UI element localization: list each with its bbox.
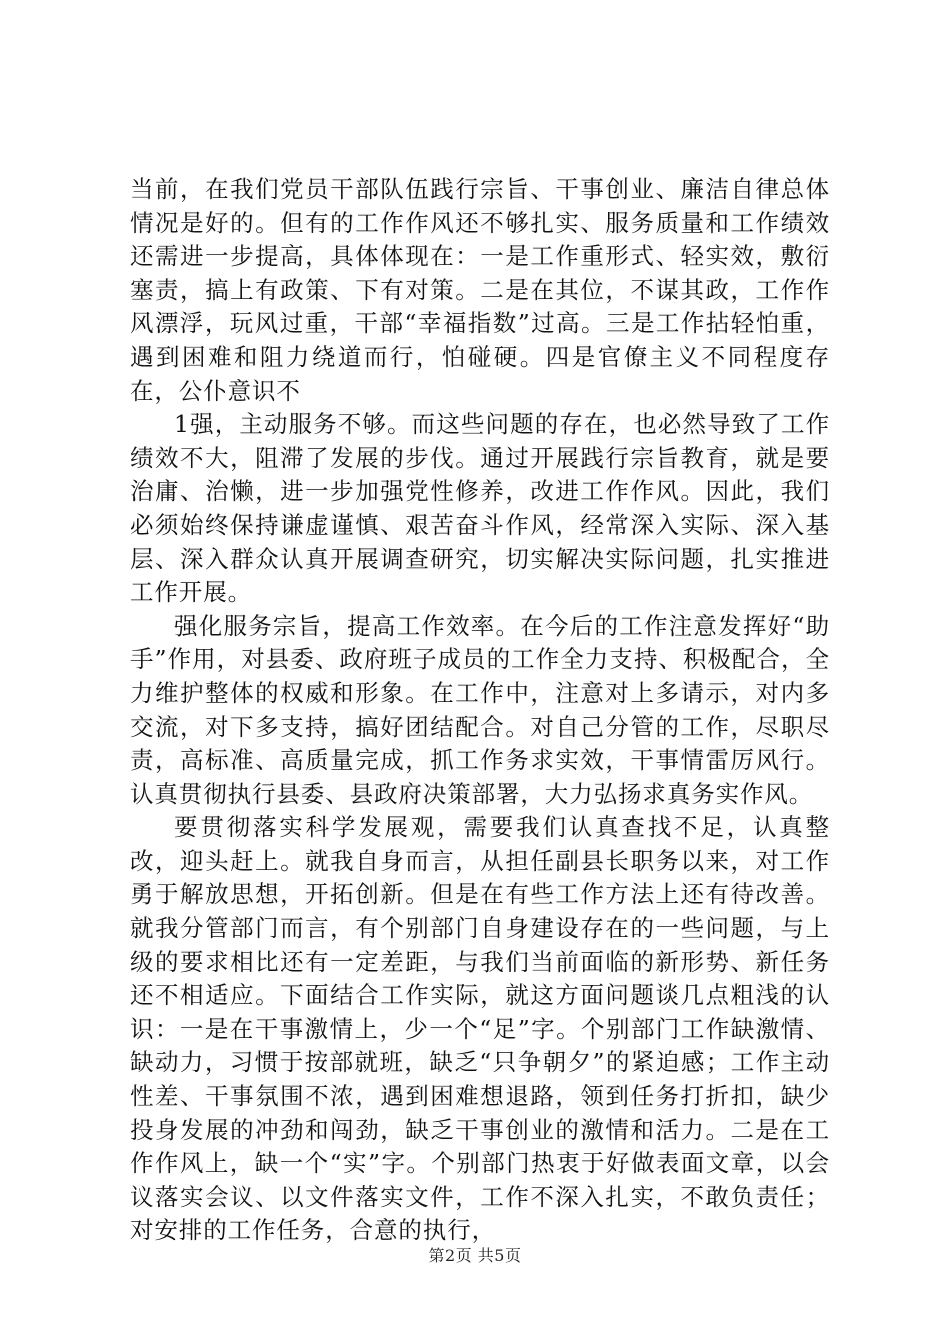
paragraph-3: 强化服务宗旨，提高工作效率。在今后的工作注意发挥好“助手”作用，对县委、政府班子成员的工作全力支持、积极配合，全力维护整体的权威和形象。在工作中，注意对上多请示，对内多交流，对下多支持，搞好团结配合。对自己分管的工作，尽职尽责，高标准、高质量完成，抓工作务求实效，干事情雷厉风行。认真贯彻执行县委、县政府决策部署，大力弘扬求真务实作风。: [130, 611, 830, 808]
page-number-footer: 第2页 共5页: [428, 1246, 522, 1265]
document-body: [130, 173, 830, 1248]
paragraph-1: 当前，在我们党员干部队伍践行宗旨、干事创业、廉洁自律总体情况是好的。但有的工作作风还不够扎实、服务质量和工作绩效还需进一步提高，具体体现在：一是工作重形式、轻实效，敷衍塞责，搞上有政策、下有对策。二是在其位，不谋其政，工作作风漂浮，玩风过重，干部“幸福指数”过高。三是工作拈轻怕重，遇到困难和阻力绕道而行，怕碰硬。四是官僚主义不同程度存在，公仆意识不: [130, 175, 830, 405]
paragraph-4: 要贯彻落实科学发展观，需要我们认真查找不足，认真整改，迎头赶上。就我自身而言，从担任副县长职务以来，对工作勇于解放思想，开拓创新。但是在有些工作方法上还有待改善。就我分管部门而言，有个别部门自身建设存在的一些问题，与上级的要求相比还有一定差距，与我们当前面临的新形势、新任务还不相适应。下面结合工作实际，就这方面问题谈几点粗浅的认识：一是在干事激情上，少一个“足”字。个别部门工作缺激情、缺动力，习惯于按部就班，缺乏“只争朝夕”的紧迫感；工作主动性差、干事氛围不浓，遇到困难想退路，领到任务打折扣，缺少投身发展的冲劲和闯劲，缺乏干事创业的激情和活力。二是在工作作风上，缺一个“实”字。个别部门热衷于好做表面文章，以会议落实会议、以文件落实文件，工作不深入扎实，不敢负责任；对安排的工作任务，合意的执行，: [130, 813, 830, 1245]
paragraph-2: 1强，主动服务不够。而这些问题的存在，也必然导致了工作绩效不大，阻滞了发展的步伐。通过开展践行宗旨教育，就是要治庸、治懒，进一步加强党性修养，改进工作作风。因此，我们必须始终保持谦虚谨慎、艰苦奋斗作风，经常深入实际、深入基层、深入群众认真开展调查研究，切实解决实际问题，扎实推进工作开展。: [130, 410, 830, 607]
